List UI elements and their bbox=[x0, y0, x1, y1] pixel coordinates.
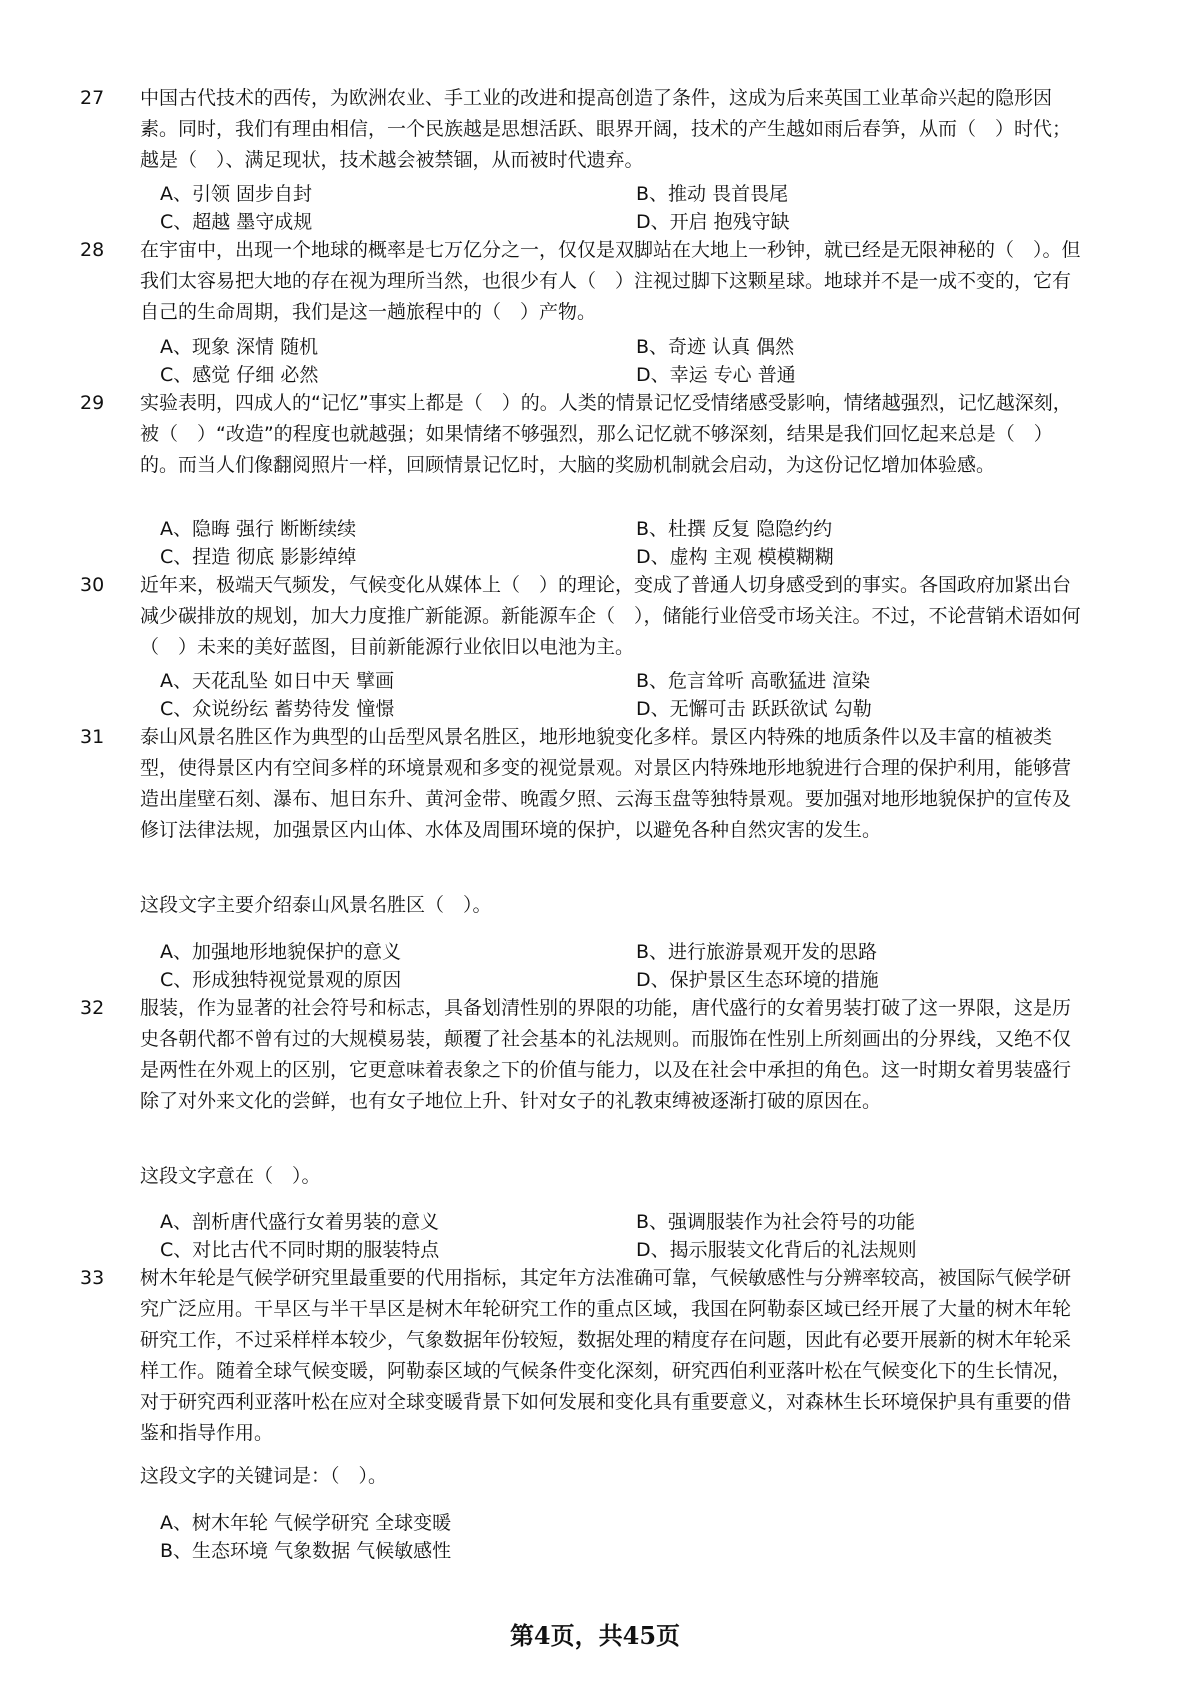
option-a[interactable]: A、加强地形地貌保护的意义 bbox=[160, 941, 401, 963]
question-number: 29 bbox=[80, 392, 105, 414]
question-stem: 近年来，极端天气频发，气候变化从媒体上（ ）的理论，变成了普通人切身感受到的事实。各国政府加紧出台减少碳排放的规划，加大力度推广新能源。新能源车企（ ），储能行业倍受市场关注。不过，不论营销术语如何（ ）未来的美好蓝图，目前新能源行业依旧以电池为主。 bbox=[140, 574, 1081, 658]
option-a[interactable]: A、现象 深情 随机 bbox=[160, 336, 319, 358]
option-d[interactable]: D、无懈可击 跃跃欲试 勾勒 bbox=[636, 698, 872, 720]
option-a[interactable]: A、剖析唐代盛行女着男装的意义 bbox=[160, 1211, 439, 1233]
option-d[interactable]: D、幸运 专心 普通 bbox=[636, 364, 796, 386]
option-b[interactable]: B、杜撰 反复 隐隐约约 bbox=[636, 518, 833, 540]
option-c[interactable]: C、感觉 仔细 必然 bbox=[160, 364, 319, 386]
option-c[interactable]: C、捏造 彻底 影影绰绰 bbox=[160, 546, 357, 568]
question-number: 33 bbox=[80, 1267, 105, 1289]
option-c[interactable]: C、对比古代不同时期的服装特点 bbox=[160, 1239, 440, 1261]
question-stem: 实验表明，四成人的“记忆”事实上都是（ ）的。人类的情景记忆受情绪感受影响，情绪越强烈，记忆越深刻，被（ ）“改造”的程度也就越强；如果情绪不够强烈，那么记忆就不够深刻，结果是我们回忆起来总是（ ）的。而当人们像翻阅照片一样，回顾情景记忆时，大脑的奖励机制就会启动，为这份记忆增加体验感。 bbox=[140, 392, 1072, 476]
question-number: 31 bbox=[80, 726, 105, 748]
option-a[interactable]: A、引领 固步自封 bbox=[160, 183, 313, 205]
question-stem: 中国古代技术的西传，为欧洲农业、手工业的改进和提高创造了条件，这成为后来英国工业革命兴起的隐形因素。同时，我们有理由相信，一个民族越是思想活跃、眼界开阔，技术的产生越如雨后春笋，从而（ ）时代；越是（ ）、满足现状，技术越会被禁锢，从而被时代遗弃。 bbox=[140, 87, 1072, 171]
option-b[interactable]: B、进行旅游景观开发的思路 bbox=[636, 941, 878, 963]
option-d[interactable]: D、虚构 主观 模模糊糊 bbox=[636, 546, 834, 568]
option-d[interactable]: D、揭示服装文化背后的礼法规则 bbox=[636, 1239, 917, 1261]
question-stem: 在宇宙中，出现一个地球的概率是七万亿分之一，仅仅是双脚站在大地上一秒钟，就已经是无限神秘的（ ）。但我们太容易把大地的存在视为理所当然，也很少有人（ ）注视过脚下这颗星球。地球并不是一成不变的，它有自己的生命周期，我们是这一趟旅程中的（ ）产物。 bbox=[140, 239, 1081, 323]
question-stem: 泰山风景名胜区作为典型的山岳型风景名胜区，地形地貌变化多样。景区内特殊的地质条件以及丰富的植被类型，使得景区内有空间多样的环境景观和多变的视觉景观。对景区内特殊地形地貌进行合理的保护利用，能够营造出崖壁石刻、瀑布、旭日东升、黄河金带、晚霞夕照、云海玉盘等独特景观。要加强对地形地貌保护的宣传及修订法律法规，加强景区内山体、水体及周围环境的保护，以避免各种自然灾害的发生。 bbox=[140, 726, 1072, 841]
question-prompt: 这段文字意在（ ）。 bbox=[140, 1165, 321, 1187]
option-d[interactable]: D、开启 抱残守缺 bbox=[636, 211, 790, 233]
question-prompt: 这段文字的关键词是：（ ）。 bbox=[140, 1465, 388, 1487]
question-number: 27 bbox=[80, 87, 105, 109]
page-footer: 第4页，共45页 bbox=[509, 1621, 681, 1650]
question-number: 30 bbox=[80, 574, 105, 596]
question-stem: 树木年轮是气候学研究里最重要的代用指标，其定年方法准确可靠，气候敏感性与分辨率较高，被国际气候学研究广泛应用。干旱区与半干旱区是树木年轮研究工作的重点区域，我国在阿勒泰区域已经开展了大量的树木年轮研究工作，不过采样样本较少，气象数据年份较短，数据处理的精度存在问题，因此有必要开展新的树木年轮采样工作。随着全球气候变暖，阿勒泰区域的气候条件变化深刻，研究西伯利亚落叶松在气候变化下的生长情况，对于研究西利亚落叶松在应对全球变暖背景下如何发展和变化具有重要意义，对森林生长环境保护具有重要的借鉴和指导作用。 bbox=[140, 1267, 1072, 1444]
option-a[interactable]: A、天花乱坠 如日中天 擘画 bbox=[160, 670, 395, 692]
question-number: 28 bbox=[80, 239, 105, 261]
option-a[interactable]: A、树木年轮 气候学研究 全球变暖 bbox=[160, 1512, 452, 1534]
question-prompt: 这段文字主要介绍泰山风景名胜区（ ）。 bbox=[140, 894, 492, 916]
option-d[interactable]: D、保护景区生态环境的措施 bbox=[636, 969, 879, 991]
option-b[interactable]: B、奇迹 认真 偶然 bbox=[636, 336, 795, 358]
question-stem: 服装，作为显著的社会符号和标志，具备划清性别的界限的功能，唐代盛行的女着男装打破了这一界限，这是历史各朝代都不曾有过的大规模易装，颠覆了社会基本的礼法规则。而服饰在性别上所刻画出的分界线，又绝不仅是两性在外观上的区别，它更意味着表象之下的价值与能力，以及在社会中承担的角色。这一时期女着男装盛行除了对外来文化的尝鲜，也有女子地位上升、针对女子的礼教束缚被逐渐打破的原因在。 bbox=[140, 997, 1072, 1112]
option-c[interactable]: C、众说纷纭 蓄势待发 憧憬 bbox=[160, 698, 395, 720]
option-b[interactable]: B、危言耸听 高歌猛进 渲染 bbox=[636, 670, 871, 692]
option-c[interactable]: C、形成独特视觉景观的原因 bbox=[160, 969, 402, 991]
option-b[interactable]: B、强调服装作为社会符号的功能 bbox=[636, 1211, 916, 1233]
option-b[interactable]: B、生态环境 气象数据 气候敏感性 bbox=[160, 1540, 452, 1562]
option-b[interactable]: B、推动 畏首畏尾 bbox=[636, 183, 789, 205]
option-a[interactable]: A、隐晦 强行 断断续续 bbox=[160, 518, 357, 540]
question-number: 32 bbox=[80, 997, 105, 1019]
option-c[interactable]: C、超越 墨守成规 bbox=[160, 211, 313, 233]
